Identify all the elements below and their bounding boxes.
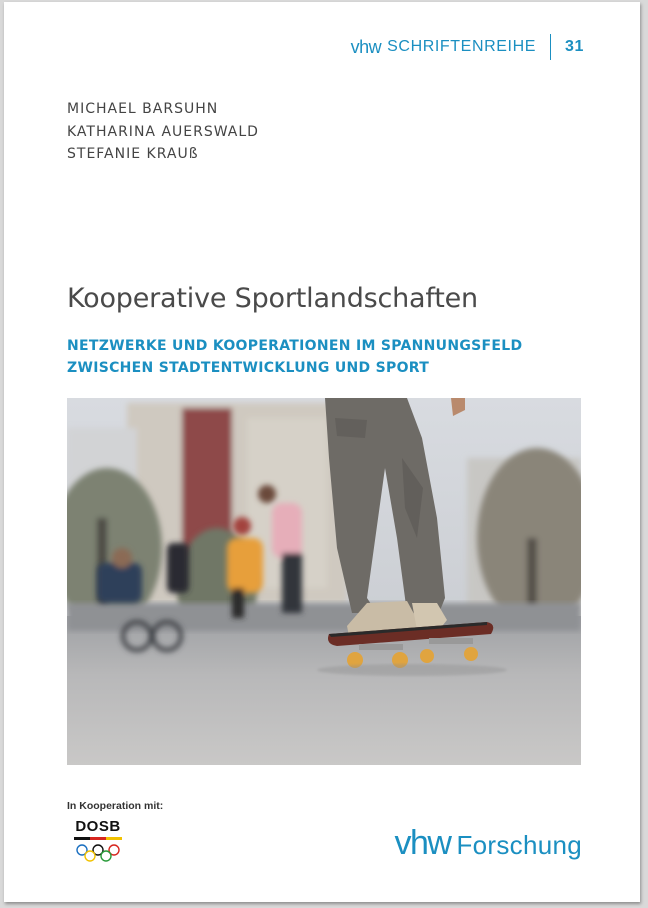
book-title: Kooperative Sportlandschaften bbox=[67, 283, 478, 314]
author-name: MICHAEL BARSUHN bbox=[67, 101, 219, 117]
dosb-logo-text: DOSB bbox=[75, 818, 121, 835]
cooperation-label: In Kooperation mit: bbox=[67, 800, 164, 812]
vhw-forschung-logo bbox=[394, 824, 582, 863]
subtitle-line-2: ZWISCHEN STADTENTWICKLUNG UND SPORT bbox=[67, 360, 430, 376]
vhw-logo-word: Forschung bbox=[456, 830, 582, 860]
olympic-rings-icon bbox=[66, 818, 130, 868]
dosb-logo bbox=[66, 818, 130, 868]
skatepark-illustration bbox=[67, 398, 581, 765]
author-name: STEFANIE KRAUß bbox=[67, 146, 199, 162]
cover-photo bbox=[67, 398, 581, 765]
author-name: KATHARINA AUERSWALD bbox=[67, 123, 259, 140]
vhw-logo-brand: vhw bbox=[394, 824, 451, 862]
author-list bbox=[67, 98, 259, 166]
series-number: 31 bbox=[565, 38, 584, 55]
series-label: SCHRIFTENREIHE bbox=[387, 38, 536, 55]
subtitle-line-1: NETZWERKE UND KOOPERATIONEN IM SPANNUNGSFELD bbox=[67, 338, 523, 354]
book-subtitle bbox=[67, 335, 522, 379]
series-header bbox=[351, 35, 584, 59]
series-divider bbox=[550, 34, 551, 60]
cover-page bbox=[4, 2, 640, 902]
series-brand: vhw bbox=[350, 36, 382, 57]
